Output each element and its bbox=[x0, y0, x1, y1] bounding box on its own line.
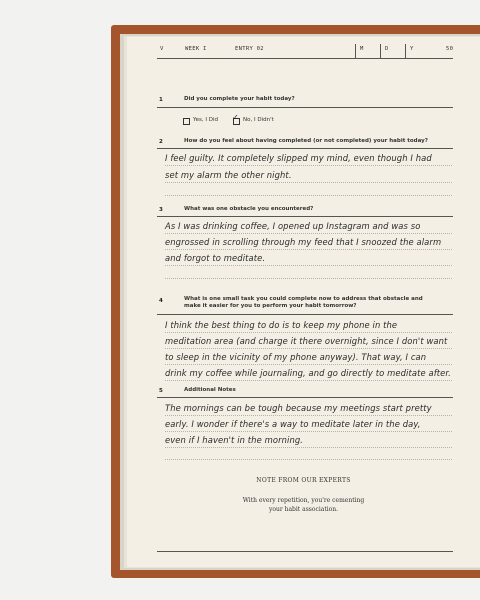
header-year: Y bbox=[410, 46, 414, 52]
header-week: WEEK I bbox=[185, 46, 207, 52]
answer-line: As I was drinking coffee, I opened up Instagram and was so bbox=[165, 221, 421, 231]
writing-line bbox=[165, 233, 452, 234]
answer-line: drink my coffee while journaling, and go directly to meditate after. bbox=[165, 368, 451, 378]
question-rule bbox=[157, 397, 453, 398]
question-number: 3 bbox=[159, 207, 163, 213]
question-text: How do you feel about having completed (or not completed) your habit today? bbox=[184, 138, 428, 144]
writing-line bbox=[165, 431, 452, 432]
writing-line bbox=[165, 332, 452, 333]
expert-note-line: With every repetition, you're cementing bbox=[242, 497, 365, 504]
writing-line bbox=[165, 415, 452, 416]
writing-line bbox=[165, 182, 452, 183]
answer-line: I think the best thing to do is to keep my phone in the bbox=[165, 320, 398, 330]
answer-line: engrossed in scrolling through my feed that I snoozed the alarm bbox=[165, 237, 442, 247]
question-text: What was one obstacle you encountered? bbox=[184, 206, 314, 212]
date-divider bbox=[405, 44, 406, 58]
checkbox-yes[interactable] bbox=[183, 118, 190, 125]
writing-line bbox=[165, 380, 452, 381]
question-text: make it easier for you to perform your habit tomorrow? bbox=[184, 303, 357, 309]
question-rule bbox=[157, 216, 453, 217]
answer-line: The mornings can be tough because my meetings start pretty bbox=[165, 403, 432, 413]
question-number: 5 bbox=[159, 388, 163, 394]
writing-line bbox=[165, 195, 452, 196]
writing-line bbox=[165, 265, 452, 266]
page-number: 50 bbox=[446, 46, 454, 52]
checkmark-icon: ✓ bbox=[232, 113, 239, 122]
question-number: 4 bbox=[159, 298, 163, 304]
writing-line bbox=[165, 348, 452, 349]
question-text: Did you complete your habit today? bbox=[184, 96, 295, 102]
option-label-yes: Yes, I Did bbox=[193, 117, 218, 123]
header-day: D bbox=[385, 46, 389, 52]
writing-line bbox=[165, 249, 452, 250]
header-v: V bbox=[160, 46, 164, 52]
answer-line: and forgot to meditate. bbox=[165, 253, 266, 263]
date-divider bbox=[380, 44, 381, 58]
question-text: What is one small task you could complete now to address that obstacle and bbox=[184, 296, 423, 302]
answer-line: even if I haven't in the morning. bbox=[165, 435, 304, 445]
option-label-no: No, I Didn't bbox=[243, 117, 274, 123]
answer-line: to sleep in the vicinity of my phone anyway). That way, I can bbox=[165, 352, 427, 362]
writing-line bbox=[165, 278, 452, 279]
question-rule bbox=[157, 107, 453, 108]
header-month: M bbox=[360, 46, 364, 52]
answer-line: meditation area (and charge it there overnight, since I don't want bbox=[165, 336, 448, 346]
question-text: Additional Notes bbox=[184, 387, 236, 393]
question-rule bbox=[157, 314, 453, 315]
footer-rule bbox=[157, 551, 453, 552]
date-divider bbox=[355, 44, 356, 58]
journal-page bbox=[127, 37, 480, 567]
writing-line bbox=[165, 459, 452, 460]
question-number: 1 bbox=[159, 97, 163, 103]
writing-line bbox=[165, 165, 452, 166]
header-rule bbox=[157, 58, 453, 59]
writing-line bbox=[165, 447, 452, 448]
question-rule bbox=[157, 148, 453, 149]
answer-line: early. I wonder if there's a way to meditate later in the day, bbox=[165, 419, 421, 429]
writing-line bbox=[165, 364, 452, 365]
answer-line: I feel guilty. It completely slipped my mind, even though I had bbox=[165, 153, 432, 163]
question-number: 2 bbox=[159, 139, 163, 145]
expert-note-title: NOTE FROM OUR EXPERTS bbox=[256, 477, 351, 484]
expert-note-line: your habit association. bbox=[268, 506, 339, 513]
answer-line: set my alarm the other night. bbox=[165, 170, 292, 180]
header-entry: ENTRY 02 bbox=[235, 46, 264, 52]
